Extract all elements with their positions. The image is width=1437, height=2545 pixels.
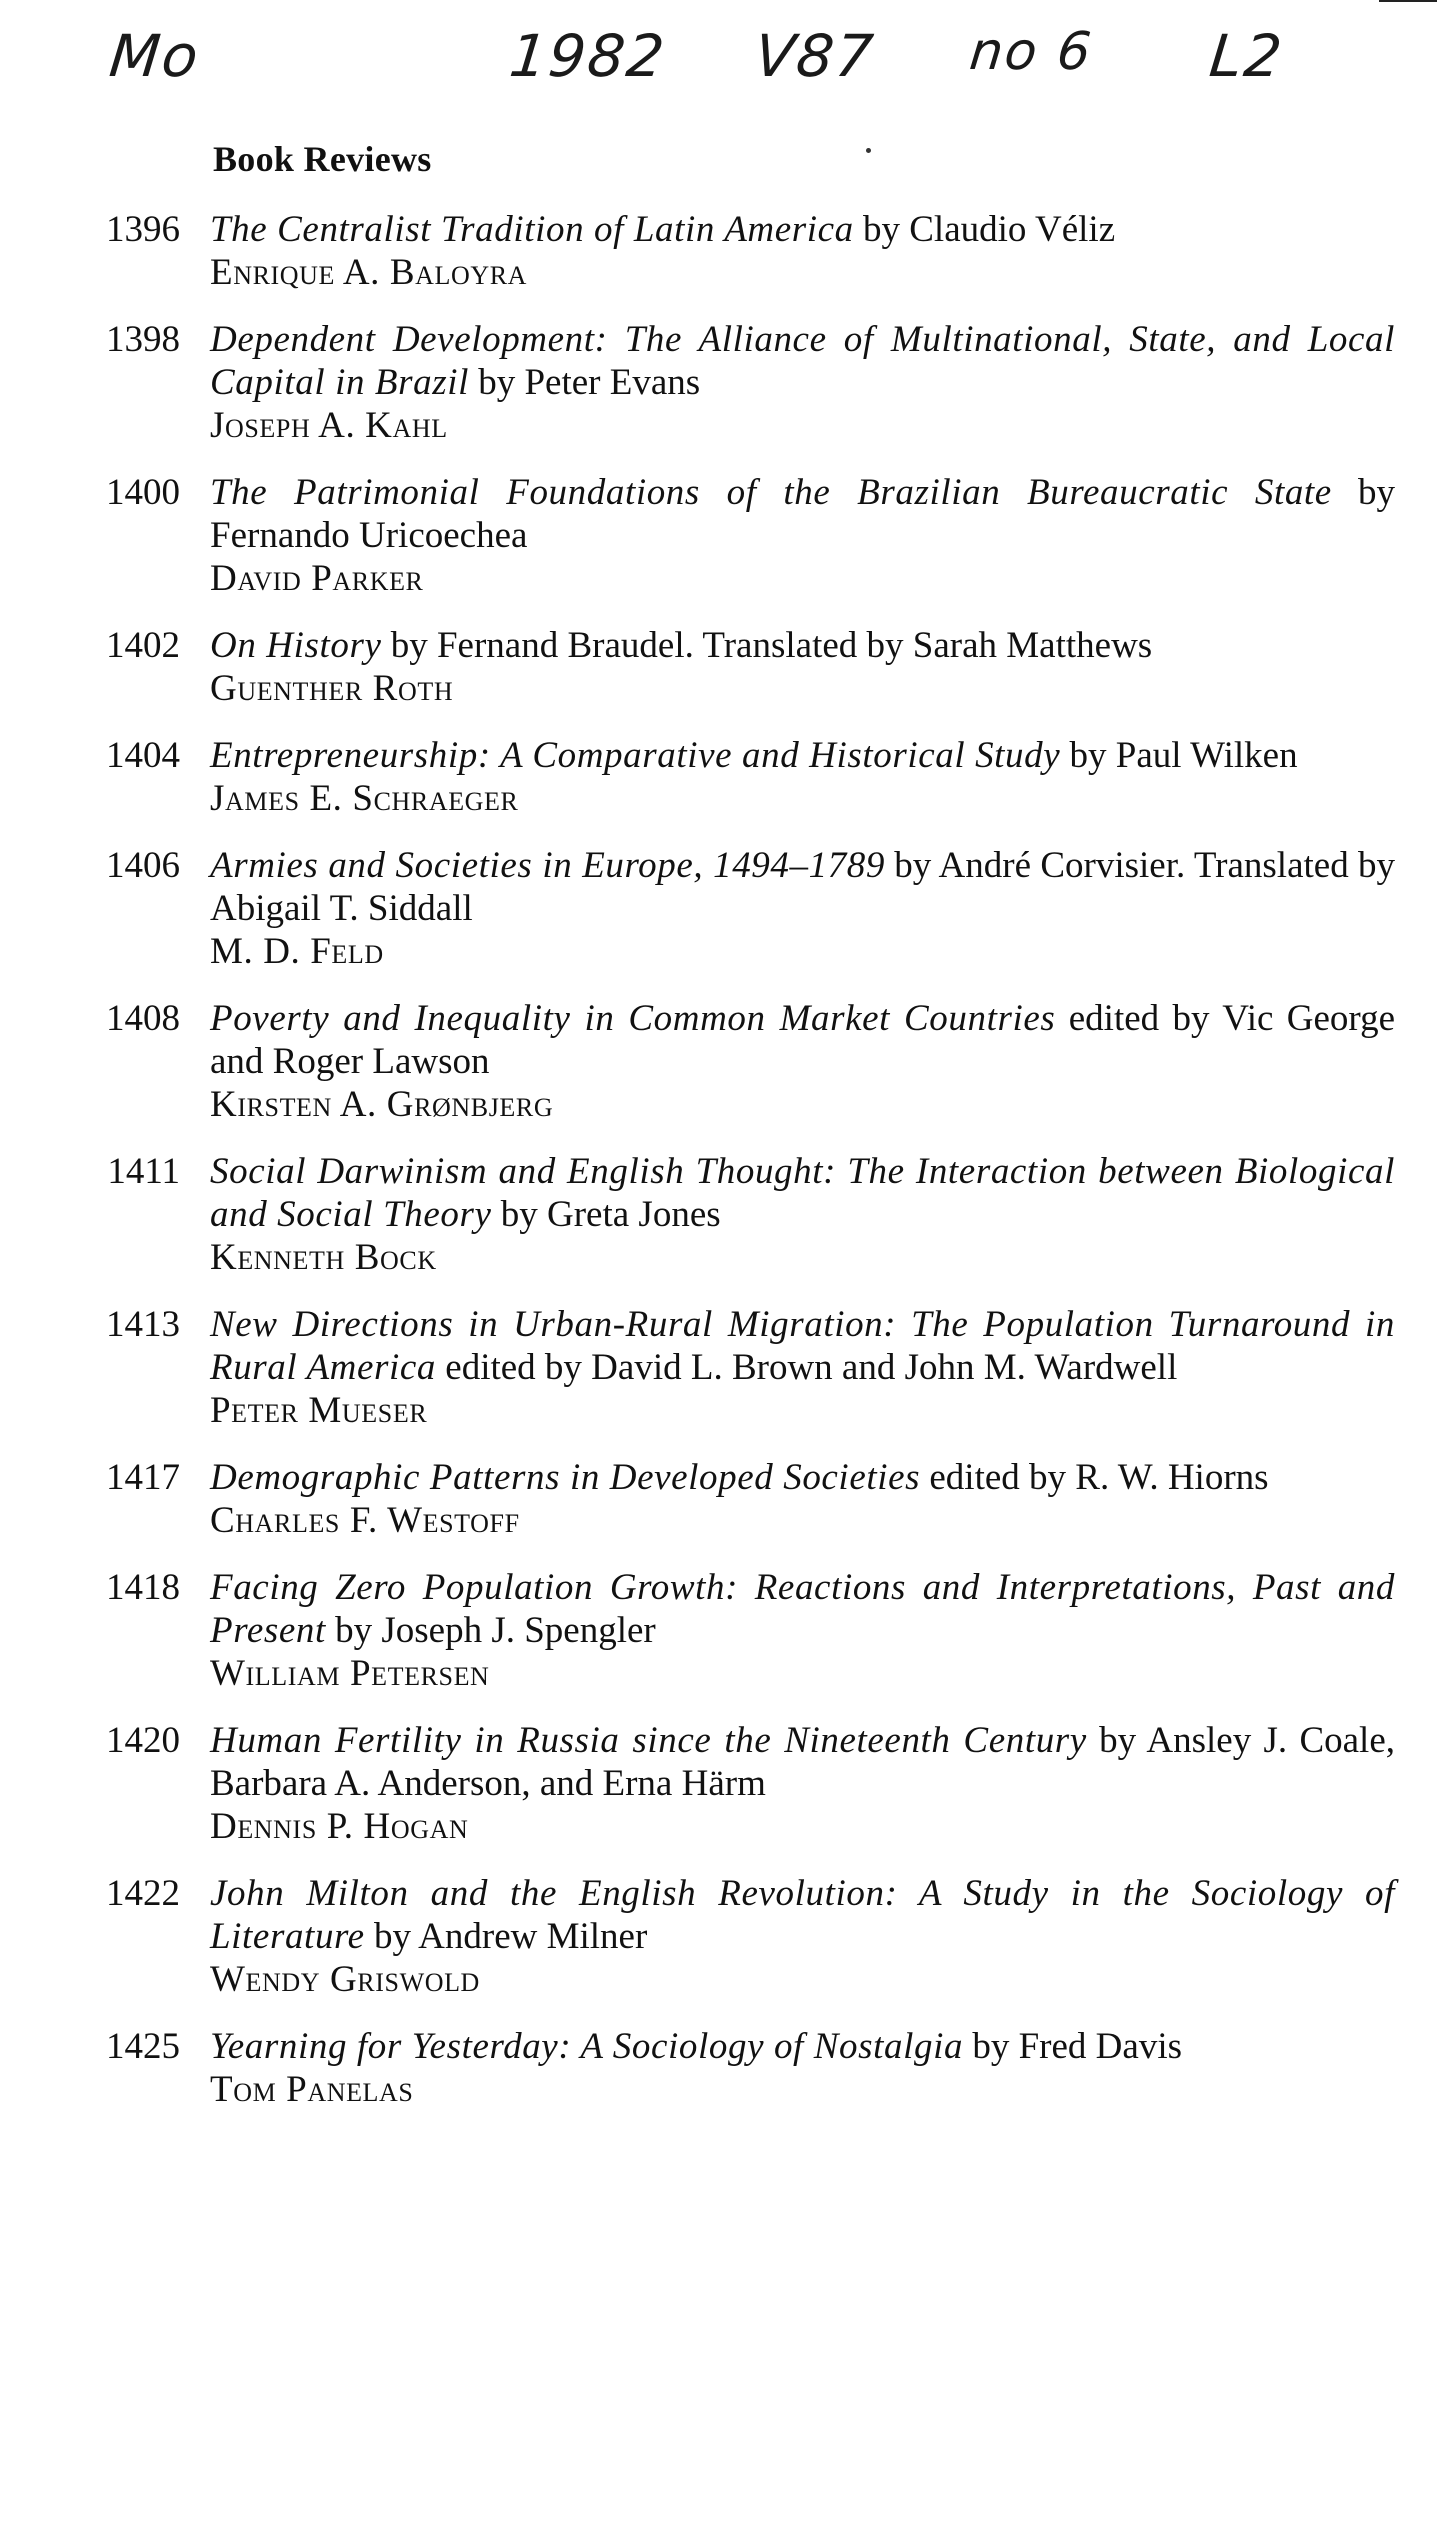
review-list (60, 208, 1395, 2135)
review-page-number: 1408 (106, 998, 180, 1039)
review-page-number: 1406 (106, 845, 180, 886)
book-title: Demographic Patterns in Developed Societies (210, 1457, 921, 1498)
handwritten-note-part: Mo (106, 22, 204, 90)
reviewer-name: Joseph A. Kahl (210, 405, 448, 446)
book-author: by Joseph J. Spengler (325, 1610, 656, 1651)
book-title: New Directions in Urban-Rural Migration: The Population Turnaround in Rural America (210, 1304, 1395, 1388)
review-entry (60, 1719, 1395, 1848)
reviewer-name: Kirsten A. Grønbjerg (210, 1084, 554, 1125)
reviewer-name: Charles F. Westoff (210, 1500, 520, 1541)
review-citation (210, 471, 1395, 600)
review-citation (210, 844, 1395, 973)
book-author: edited by David L. Brown and John M. Wardwell (436, 1347, 1178, 1388)
reviewer-name: Peter Mueser (210, 1390, 428, 1431)
review-entry (60, 624, 1395, 710)
book-title: Social Darwinism and English Thought: The Interaction between Biological and Social Theory (210, 1151, 1395, 1235)
handwritten-note (106, 22, 1350, 112)
page-edge-mark (1379, 0, 1437, 10)
handwritten-note-part: V87 (751, 22, 879, 90)
review-entry (60, 471, 1395, 600)
review-page-number: 1422 (106, 1873, 180, 1914)
review-citation (210, 1303, 1395, 1432)
handwritten-note-part: 1982 (506, 22, 670, 90)
reviewer-name: Wendy Griswold (210, 1959, 480, 2000)
review-entry (60, 1456, 1395, 1542)
book-author: by Fred Davis (963, 2026, 1183, 2067)
review-citation (210, 318, 1395, 447)
review-citation (210, 1566, 1395, 1695)
book-author: by Andrew Milner (364, 1916, 648, 1957)
review-citation (210, 1150, 1395, 1279)
book-title: Poverty and Inequality in Common Market Countries (210, 998, 1056, 1039)
review-entry (60, 208, 1395, 294)
section-title: Book Reviews (213, 139, 432, 179)
reviewer-name: Dennis P. Hogan (210, 1806, 469, 1847)
book-title: Human Fertility in Russia since the Nineteenth Century (210, 1720, 1087, 1761)
review-citation (210, 2025, 1395, 2111)
book-title: Facing Zero Population Growth: Reactions and Interpretations, Past and Present (210, 1567, 1395, 1651)
review-citation (210, 624, 1395, 710)
book-author: by Claudio Véliz (853, 209, 1116, 250)
reviewer-name: David Parker (210, 558, 424, 599)
review-citation (210, 208, 1395, 294)
review-page-number: 1404 (106, 735, 180, 776)
book-title: Entrepreneurship: A Comparative and Historical Study (210, 735, 1061, 776)
book-title: John Milton and the English Revolution: A Study in the Sociology of Literature (210, 1873, 1395, 1957)
book-author: by André Corvisier. Translated by Abigail T. Siddall (210, 845, 1395, 929)
review-entry (60, 1150, 1395, 1279)
review-page-number: 1402 (106, 625, 180, 666)
reviewer-name: Guenther Roth (210, 668, 454, 709)
review-citation (210, 1872, 1395, 2001)
reviewer-name: William Petersen (210, 1653, 490, 1694)
review-entry (60, 1566, 1395, 1695)
book-title: Dependent Development: The Alliance of Multinational, State, and Local Capital in Brazil (210, 319, 1395, 403)
review-citation (210, 734, 1395, 820)
review-page-number: 1400 (106, 472, 180, 513)
book-title: On History (210, 625, 382, 666)
book-author: edited by Vic George and Roger Lawson (210, 998, 1396, 1082)
reviewer-name: Kenneth Bock (210, 1237, 437, 1278)
book-author: by Ansley J. Coale, Barbara A. Anderson, and Erna Härm (210, 1720, 1395, 1804)
book-author: by Fernand Braudel. Translated by Sarah Matthews (381, 625, 1153, 666)
review-page-number: 1418 (106, 1567, 180, 1608)
review-entry (60, 318, 1395, 447)
reviewer-name: M. D. Feld (210, 931, 384, 972)
book-title: Armies and Societies in Europe, 1494–1789 (210, 845, 885, 886)
review-entry (60, 844, 1395, 973)
review-citation (210, 1719, 1395, 1848)
review-page-number: 1420 (106, 1720, 180, 1761)
review-page-number: 1425 (106, 2026, 180, 2067)
book-title: The Centralist Tradition of Latin America (210, 209, 854, 250)
review-entry (60, 2025, 1395, 2111)
book-author: by Paul Wilken (1060, 735, 1298, 776)
book-author: edited by R. W. Hiorns (920, 1457, 1269, 1498)
review-page-number: 1398 (106, 319, 180, 360)
review-entry (60, 734, 1395, 820)
book-author: by Greta Jones (491, 1194, 721, 1235)
review-citation (210, 997, 1395, 1126)
review-entry (60, 997, 1395, 1126)
review-citation (210, 1456, 1395, 1542)
reviewer-name: Tom Panelas (210, 2069, 414, 2110)
book-title: The Patrimonial Foundations of the Brazilian Bureaucratic State (210, 472, 1332, 513)
review-entry (60, 1872, 1395, 2001)
review-page-number: 1417 (106, 1457, 180, 1498)
review-page-number: 1396 (106, 209, 180, 250)
stray-dot (866, 148, 871, 153)
book-title: Yearning for Yesterday: A Sociology of Nostalgia (210, 2026, 964, 2067)
reviewer-name: Enrique A. Baloyra (210, 252, 528, 293)
review-page-number: 1413 (106, 1304, 180, 1345)
handwritten-note-part: no 6 (966, 22, 1096, 82)
book-author: by Fernando Uricoechea (210, 472, 1395, 556)
book-author: by Peter Evans (468, 362, 701, 403)
review-page-number: 1411 (107, 1151, 180, 1192)
review-entry (60, 1303, 1395, 1432)
reviewer-name: James E. Schraeger (210, 778, 519, 819)
handwritten-note-part: L2 (1206, 22, 1287, 90)
